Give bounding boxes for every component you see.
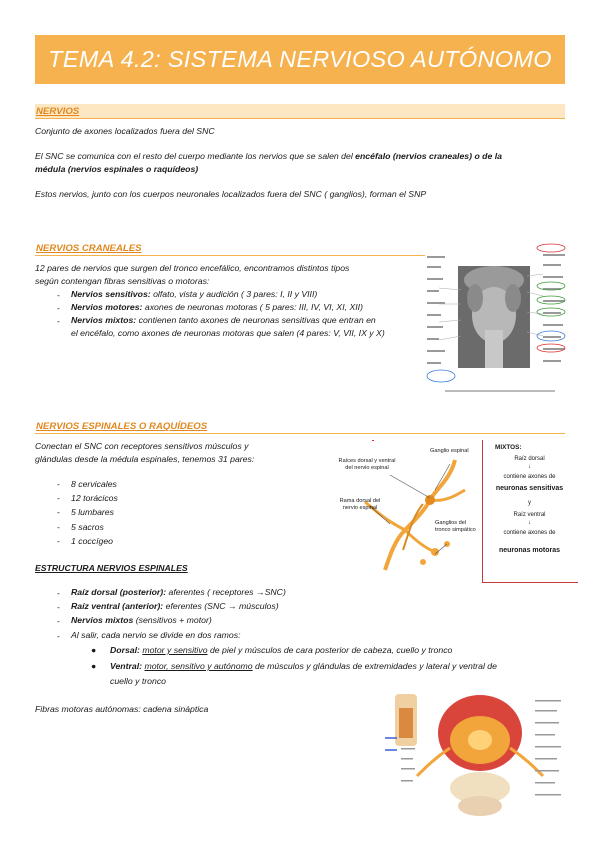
list-dash: -	[57, 631, 60, 641]
bold-run: médula (nervios espinales o raquídeos)	[35, 164, 199, 174]
text-run: de músculos y glándulas de extremidades y lateral y ventral de	[252, 661, 497, 671]
estructura-al-salir	[71, 629, 241, 642]
list-dash: -	[57, 479, 60, 489]
mixtos-contiene-2: contiene axones de	[503, 530, 556, 536]
count-toracicos: 12 torácicos	[71, 493, 118, 503]
section-heading-label: NERVIOS ESPINALES O RAQUÍDEOS	[36, 421, 208, 432]
espinales-intro-2: glándulas desde la médula espinales, tenemos 31 pares:	[35, 454, 255, 464]
underline-run: motor y sensitivo	[142, 645, 208, 655]
label-ganglio-espinal: Ganglio espinal	[430, 448, 469, 454]
section-heading-espinales	[35, 419, 565, 434]
mixtos-raiz-dorsal: Raíz dorsal	[514, 456, 545, 462]
estructura-nervios-mixtos	[71, 614, 212, 627]
bold-run: Raíz dorsal (posterior):	[71, 587, 167, 597]
arrow-down: ↓	[528, 520, 531, 526]
underline-run: motor, sensitivo y autónomo	[144, 661, 253, 671]
brainstem-cranial-nerves-figure	[425, 240, 570, 400]
section-heading-label: NERVIOS	[36, 106, 80, 117]
count-lumbares: 5 lumbares	[71, 507, 114, 517]
ramo-dorsal	[110, 644, 452, 657]
list-item-mixtos	[71, 314, 376, 327]
label-ganglios-tronco: Ganglios del tronco simpático	[435, 520, 476, 533]
bold-run: Nervios mixtos	[71, 615, 134, 625]
count-sacros: 5 sacros	[71, 522, 104, 532]
text-run: contienen tanto axones de neuronas sensitivas que entran en	[136, 315, 376, 325]
bullet-dot: ●	[91, 645, 97, 655]
ramo-ventral-cont: cuello y tronco	[110, 676, 167, 686]
mixtos-contiene-1: contiene axones de	[503, 474, 556, 480]
list-item-motores	[71, 301, 363, 314]
list-dash: -	[57, 602, 60, 612]
text-run: Al salir, cada nervio se divide en dos ramos:	[71, 630, 241, 640]
text-run: axones de neuronas motoras ( 5 pares: III, IV, VI, XI, XII)	[142, 302, 363, 312]
estructura-raiz-ventral	[71, 600, 279, 613]
section-heading-label: NERVIOS CRANEALES	[36, 243, 142, 254]
craneales-intro-1: 12 pares de nervios que surgen del tronco encefálico, encontramos distintos tipos	[35, 263, 350, 273]
nervios-snc-paragraph-cont	[35, 163, 198, 176]
list-dash: -	[57, 290, 60, 300]
count-cervicales: 8 cervicales	[71, 479, 117, 489]
bold-run: Ventral:	[110, 661, 143, 671]
fibras-motoras: Fibras motoras autónomas: cadena sináptica	[35, 704, 209, 714]
bold-run: Nervios sensitivos:	[71, 289, 151, 299]
text-run: de piel y músculos de cara posterior de cabeza, cuello y tronco	[207, 645, 453, 655]
nervios-snc-paragraph	[35, 150, 502, 163]
section-heading-nervios	[35, 104, 565, 119]
text-run: El SNC se comunica con el resto del cuerpo mediante los nervios que se salen del	[35, 151, 356, 161]
text-run: aferentes ( receptores →SNC)	[166, 587, 286, 597]
list-dash: -	[57, 536, 60, 546]
mixtos-title: MIXTOS:	[495, 444, 522, 451]
mixtos-neuronas-motoras: neuronas motoras	[498, 547, 561, 554]
ramo-ventral	[110, 660, 497, 673]
mixtos-y: y	[528, 500, 531, 506]
text-run: eferentes (SNC → músculos)	[163, 601, 279, 611]
list-dash: -	[57, 507, 60, 517]
mixtos-raiz-ventral: Raíz ventral	[513, 512, 546, 518]
text-run: olfato, vista y audición ( 3 pares: I, II y VIII)	[150, 289, 318, 299]
list-item-sensitivos	[71, 288, 317, 301]
bold-run: Nervios motores:	[71, 302, 143, 312]
label-rama-dorsal: Rama dorsal del nervio espinal	[339, 498, 381, 511]
list-dash: -	[57, 588, 60, 598]
bold-run: Nervios mixtos:	[71, 315, 137, 325]
mixtos-neuronas-sensitivas: neuronas sensitivas	[495, 485, 564, 492]
craneales-intro-2: según contengan fibras sensitivas o motoras:	[35, 276, 210, 286]
arrow-down: ↓	[528, 464, 531, 470]
bullet-dot: ●	[91, 661, 97, 671]
count-coccigeo: 1 coccígeo	[71, 536, 114, 546]
label-raices: Raíces dorsal y ventral del nervio espinal	[338, 458, 396, 471]
text-run: (sensitivos + motor)	[133, 615, 212, 625]
nervios-snp-paragraph: Estos nervios, junto con los cuerpos neuronales localizados fuera del SNC ( ganglios), forman el SNP	[35, 189, 427, 199]
estructura-title: ESTRUCTURA NERVIOS ESPINALES	[35, 563, 188, 573]
list-item-mixtos-cont: el encéfalo, como axones de neuronas motoras que salen (4 pares: V, VII, IX y X)	[71, 328, 385, 338]
title-banner	[35, 35, 565, 84]
bold-run: Raíz ventral (anterior):	[71, 601, 164, 611]
estructura-raiz-dorsal	[71, 586, 286, 599]
espinales-intro-1: Conectan el SNC con receptores sensitivos músculos y	[35, 441, 249, 451]
list-dash: -	[57, 316, 60, 326]
bold-run: Dorsal:	[110, 645, 140, 655]
list-dash: -	[57, 303, 60, 313]
list-dash: -	[57, 493, 60, 503]
spinal-cord-cross-section-figure	[385, 688, 575, 833]
list-dash: -	[57, 616, 60, 626]
page-title: TEMA 4.2: SISTEMA NERVIOSO AUTÓNOMO	[48, 46, 552, 72]
list-dash: -	[57, 522, 60, 532]
bold-run: encéfalo (nervios craneales) o de la	[355, 151, 502, 161]
spinal-nerve-diagram	[335, 440, 585, 585]
nervios-definition: Conjunto de axones localizados fuera del SNC	[35, 126, 215, 136]
